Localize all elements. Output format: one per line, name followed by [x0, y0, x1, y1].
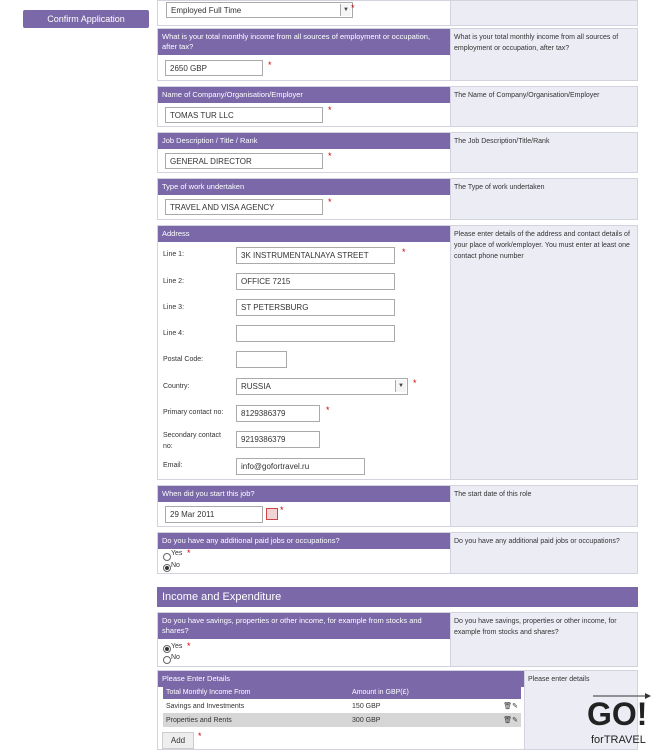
employer-help: The Name of Company/Organisation/Employer — [451, 86, 638, 127]
start-date-header: When did you start this job? — [158, 486, 450, 502]
work-type-field — [157, 178, 451, 220]
email-input[interactable]: info@gofortravel.ru — [236, 458, 365, 475]
required-icon: * — [280, 505, 284, 515]
income-source-cell: Properties and Rents — [163, 713, 349, 727]
required-icon: * — [351, 3, 355, 13]
required-icon: * — [328, 197, 332, 207]
income-source-cell: Savings and Investments — [163, 699, 349, 713]
job-help: The Job Description/Title/Rank — [451, 132, 638, 173]
work-type-header: Type of work undertaken — [158, 179, 450, 195]
job-input[interactable]: GENERAL DIRECTOR — [165, 153, 323, 169]
required-icon: * — [326, 405, 330, 415]
required-icon: * — [268, 60, 272, 70]
table-row — [163, 713, 521, 727]
monthly-income-field — [157, 28, 451, 81]
savings-no-label: No — [171, 654, 180, 661]
employment-status-field — [157, 0, 451, 26]
row-actions — [478, 713, 521, 727]
primary-contact-input[interactable]: 8129386379 — [236, 405, 320, 422]
required-icon: * — [402, 247, 406, 257]
logo-subtext: forTRAVEL — [591, 734, 646, 746]
country-value: RUSSIA — [241, 382, 271, 391]
logo-text: GO! — [587, 696, 648, 732]
employment-status-help — [451, 0, 638, 26]
employment-form — [157, 0, 638, 750]
line2-input[interactable]: OFFICE 7215 — [236, 273, 395, 290]
additional-jobs-field — [157, 532, 451, 574]
required-icon: * — [187, 641, 191, 651]
gofortravel-logo — [585, 690, 655, 748]
column-header-actions — [478, 685, 521, 699]
confirm-application-button[interactable]: Confirm Application — [23, 10, 149, 28]
savings-help: Do you have savings, properties or other income, for example from stocks and shares? — [451, 612, 638, 667]
line2-label: Line 2: — [163, 278, 185, 285]
address-field — [157, 225, 451, 480]
monthly-income-help: What is your total monthly income from all sources of employment or occupation, after tax? — [451, 28, 638, 81]
line3-label: Line 3: — [163, 304, 185, 311]
details-help: Please enter details — [525, 670, 638, 750]
additional-jobs-yes-label: Yes — [171, 550, 183, 557]
line1-input[interactable]: 3K INSTRUMENTALNAYA STREET — [236, 247, 395, 264]
job-header: Job Description / Title / Rank — [158, 133, 450, 149]
monthly-income-input[interactable]: 2650 GBP — [165, 60, 263, 76]
employer-header: Name of Company/Organisation/Employer — [158, 87, 450, 103]
trash-icon[interactable]: 🗑 — [503, 717, 513, 724]
pencil-icon[interactable]: ✎ — [512, 717, 518, 724]
monthly-income-header: What is your total monthly income from all sources of employment or occupation, after tax? — [158, 29, 450, 55]
work-type-help: The Type of work undertaken — [451, 178, 638, 220]
trash-icon[interactable]: 🗑 — [503, 703, 513, 710]
income-details-table — [163, 685, 521, 727]
income-amount-cell: 150 GBP — [349, 699, 478, 713]
postal-code-label: Postal Code: — [163, 356, 204, 363]
additional-jobs-yes-radio[interactable] — [163, 553, 171, 561]
email-label: Email: — [163, 462, 183, 469]
table-header-row — [163, 685, 521, 699]
additional-jobs-help: Do you have any additional paid jobs or occupations? — [451, 532, 638, 574]
line3-input[interactable]: ST PETERSBURG — [236, 299, 395, 316]
job-field — [157, 132, 451, 173]
savings-no-radio[interactable] — [163, 656, 171, 664]
country-select[interactable] — [236, 378, 408, 395]
savings-yes-radio[interactable] — [163, 645, 171, 653]
employer-field — [157, 86, 451, 127]
required-icon: * — [198, 731, 202, 741]
income-amount-cell: 300 GBP — [349, 713, 478, 727]
additional-jobs-no-label: No — [171, 562, 180, 569]
address-help: Please enter details of the address and contact details of your place of work/employer. You must enter at least one contact phone number — [451, 225, 638, 480]
work-type-input[interactable]: TRAVEL AND VISA AGENCY — [165, 199, 323, 215]
employment-status-select[interactable] — [166, 2, 353, 18]
employment-status-value: Employed Full Time — [171, 6, 242, 15]
address-header: Address — [158, 226, 450, 242]
income-expenditure-title: Income and Expenditure — [157, 587, 638, 607]
add-button[interactable]: Add — [162, 732, 194, 749]
column-header: Amount in GBP(£) — [349, 685, 478, 699]
required-icon: * — [187, 548, 191, 558]
start-date-field — [157, 485, 451, 527]
savings-field — [157, 612, 451, 667]
required-icon: * — [413, 378, 417, 388]
chevron-down-icon: ▼ — [340, 4, 351, 16]
secondary-contact-input[interactable]: 9219386379 — [236, 431, 320, 448]
savings-header: Do you have savings, properties or other income, for example from stocks and shares? — [158, 613, 450, 639]
calendar-icon[interactable] — [266, 508, 278, 520]
secondary-contact-label: Secondary contact no: — [163, 432, 221, 450]
details-header: Please Enter Details — [158, 671, 524, 687]
postal-code-input[interactable] — [236, 351, 287, 368]
table-row — [163, 699, 521, 713]
start-date-help: The start date of this role — [451, 485, 638, 527]
required-icon: * — [328, 151, 332, 161]
row-actions — [478, 699, 521, 713]
start-date-input[interactable]: 29 Mar 2011 — [165, 506, 263, 523]
additional-jobs-no-radio[interactable] — [163, 564, 171, 572]
chevron-down-icon: ▼ — [395, 380, 406, 392]
pencil-icon[interactable]: ✎ — [512, 703, 518, 710]
employer-input[interactable]: TOMAS TUR LLC — [165, 107, 323, 123]
required-icon: * — [328, 105, 332, 115]
column-header: Total Monthly Income From — [163, 685, 349, 699]
country-label: Country: — [163, 383, 190, 390]
savings-yes-label: Yes — [171, 643, 183, 650]
line4-label: Line 4: — [163, 330, 185, 337]
line1-label: Line 1: — [163, 251, 185, 258]
primary-contact-label: Primary contact no: — [163, 409, 224, 416]
line4-input[interactable] — [236, 325, 395, 342]
additional-jobs-header: Do you have any additional paid jobs or occupations? — [158, 533, 450, 549]
